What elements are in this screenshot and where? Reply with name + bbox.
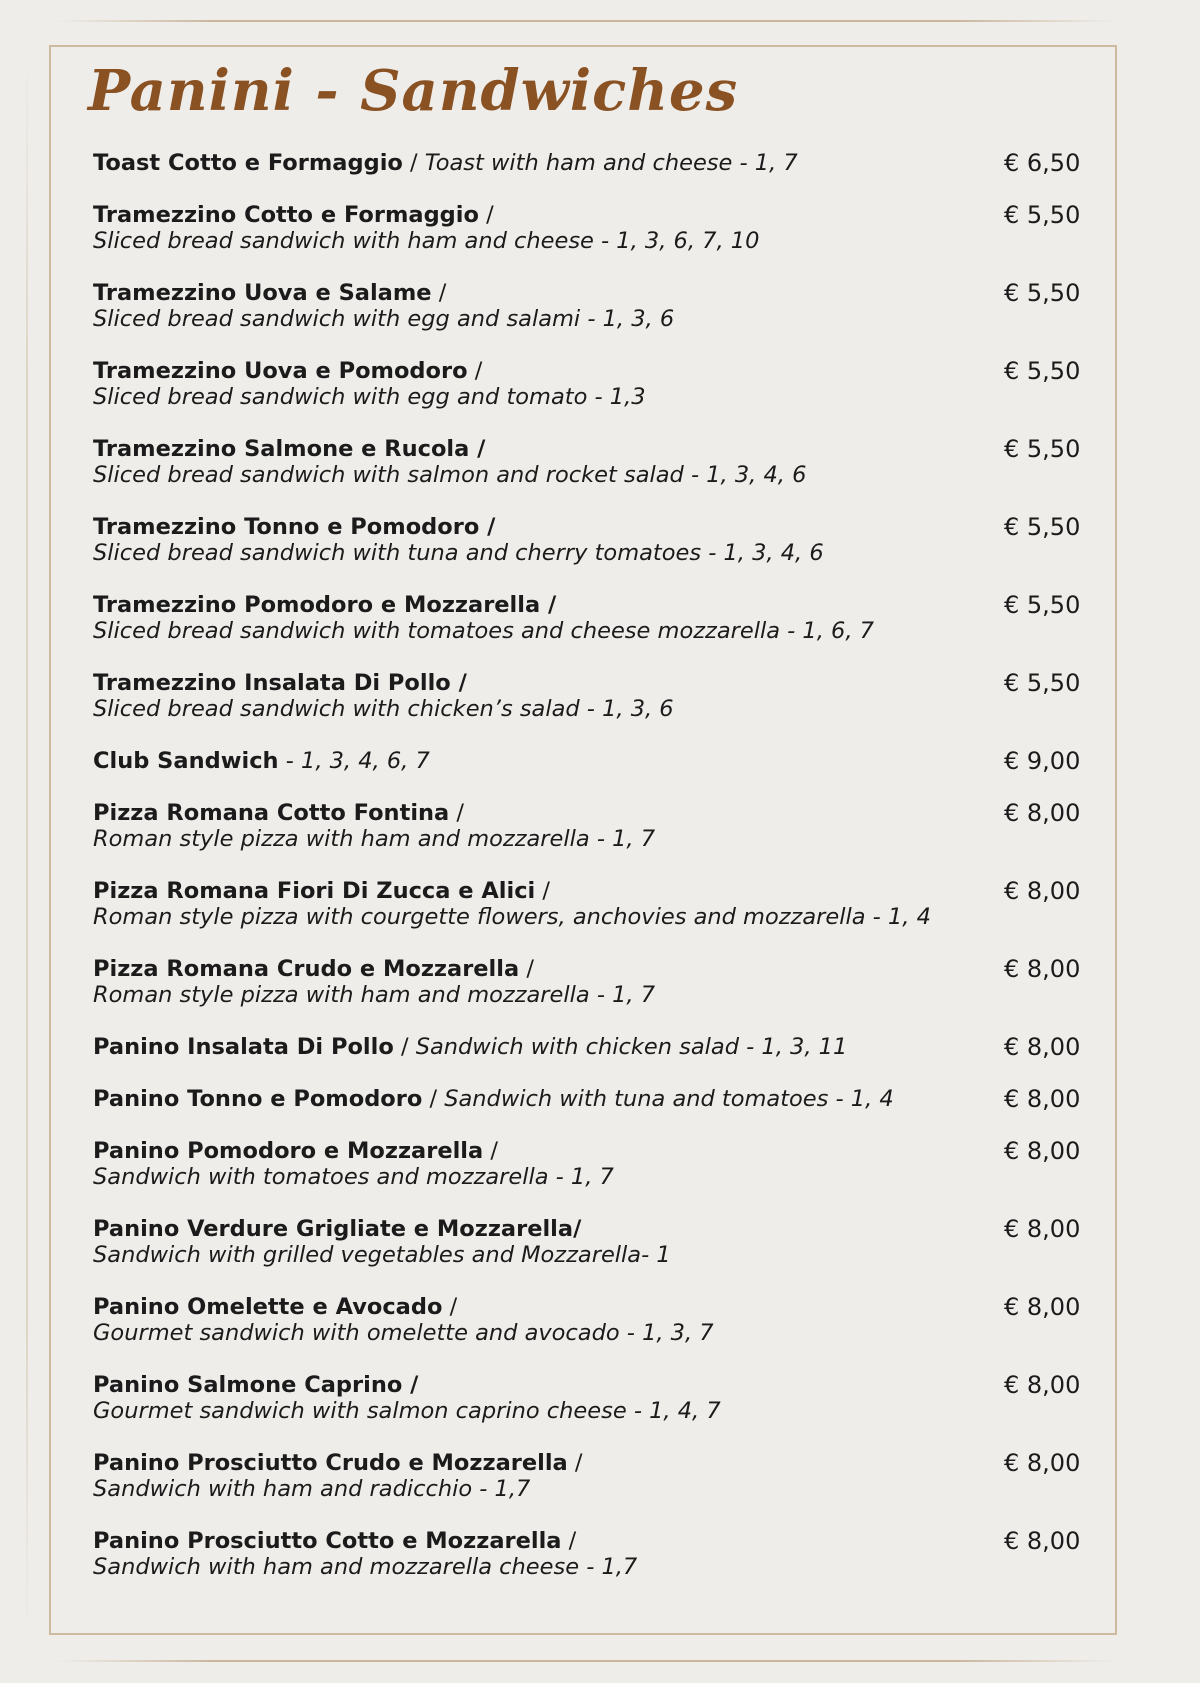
item-separator: - xyxy=(278,748,301,774)
item-price: € 8,00 xyxy=(1004,1371,1081,1399)
menu-item-line xyxy=(93,800,1093,826)
menu-item-description-line xyxy=(93,1164,1093,1190)
menu-item-description-line xyxy=(93,1320,1093,1346)
menu-item-line xyxy=(93,592,1093,618)
item-name: Tramezzino Uova e Pomodoro xyxy=(93,358,468,384)
item-separator: / xyxy=(561,1528,577,1554)
menu-item-line xyxy=(93,514,1093,540)
menu-item xyxy=(93,748,1093,774)
item-separator: / xyxy=(422,1086,445,1112)
item-name: Tramezzino Cotto e Formaggio xyxy=(93,202,479,228)
menu-item-line xyxy=(93,1450,1093,1476)
menu-item xyxy=(93,1138,1093,1190)
item-separator: / xyxy=(519,956,534,982)
item-price: € 8,00 xyxy=(1004,1527,1081,1555)
item-price: € 5,50 xyxy=(1004,435,1081,463)
item-price: € 5,50 xyxy=(1004,201,1081,229)
item-name: Panino Pomodoro e Mozzarella xyxy=(93,1138,484,1164)
menu-item-description-line xyxy=(93,462,1093,488)
item-name: Panino Prosciutto Cotto e Mozzarella xyxy=(93,1528,562,1554)
menu-item-description-line xyxy=(93,904,1093,930)
menu-item-line xyxy=(93,150,1093,176)
menu-item xyxy=(93,280,1093,332)
item-name: Tramezzino Tonno e Pomodoro / xyxy=(93,514,496,540)
item-price: € 5,50 xyxy=(1004,591,1081,619)
menu-item xyxy=(93,878,1093,930)
item-price: € 5,50 xyxy=(1004,357,1081,385)
item-separator: / xyxy=(393,1034,416,1060)
item-name: Panino Tonno e Pomodoro xyxy=(93,1086,423,1112)
menu-item-line xyxy=(93,1528,1093,1554)
menu-item-description-line xyxy=(93,1476,1093,1502)
item-price: € 8,00 xyxy=(1004,1137,1081,1165)
item-description: Roman style pizza with courgette flowers, anchovies and mozzarella - 1, 4 xyxy=(93,904,931,930)
menu-item-description-line xyxy=(93,306,1093,332)
item-description: Sandwich with chicken salad - 1, 3, 11 xyxy=(415,1034,848,1060)
item-description: Sliced bread sandwich with ham and cheese - 1, 3, 6, 7, 10 xyxy=(93,228,760,254)
item-price: € 5,50 xyxy=(1004,669,1081,697)
menu-item-line xyxy=(93,670,1093,696)
item-separator: / xyxy=(483,1138,498,1164)
item-name: Pizza Romana Crudo e Mozzarella xyxy=(93,956,520,982)
item-price: € 5,50 xyxy=(1004,513,1081,541)
item-description: Sliced bread sandwich with tuna and cherry tomatoes - 1, 3, 4, 6 xyxy=(93,540,824,566)
menu-item-line xyxy=(93,202,1093,228)
menu-item xyxy=(93,1034,1093,1060)
item-name: Tramezzino Insalata Di Pollo / xyxy=(93,670,467,696)
menu-item xyxy=(93,358,1093,410)
item-separator: / xyxy=(478,202,494,228)
menu-item-line xyxy=(93,878,1093,904)
menu-item-description-line xyxy=(93,982,1093,1008)
item-name: Panino Verdure Grigliate e Mozzarella/ xyxy=(93,1216,582,1242)
item-price: € 8,00 xyxy=(1004,1449,1081,1477)
item-name: Pizza Romana Fiori Di Zucca e Alici xyxy=(93,878,536,904)
item-description: Sliced bread sandwich with egg and salami - 1, 3, 6 xyxy=(93,306,675,332)
top-divider xyxy=(55,20,1115,22)
item-description: Sliced bread sandwich with chicken’s salad - 1, 3, 6 xyxy=(93,696,674,722)
item-separator: / xyxy=(535,878,550,904)
item-description: Sandwich with ham and mozzarella cheese - 1,7 xyxy=(93,1554,638,1580)
item-description: Gourmet sandwich with salmon caprino cheese - 1, 4, 7 xyxy=(93,1398,721,1424)
item-name: Panino Salmone Caprino / xyxy=(93,1372,419,1398)
menu-item-description-line xyxy=(93,1242,1093,1268)
menu-item-description-line xyxy=(93,1398,1093,1424)
menu-item-line xyxy=(93,1294,1093,1320)
menu-item xyxy=(93,1294,1093,1346)
menu-item-description-line xyxy=(93,696,1093,722)
item-description: Gourmet sandwich with omelette and avocado - 1, 3, 7 xyxy=(93,1320,714,1346)
item-description: Sliced bread sandwich with egg and tomato - 1,3 xyxy=(93,384,646,410)
item-description: Sandwich with tuna and tomatoes - 1, 4 xyxy=(444,1086,894,1112)
bottom-divider xyxy=(55,1660,1115,1662)
menu-item-line xyxy=(93,1216,1093,1242)
menu-item-line xyxy=(93,1372,1093,1398)
item-price: € 6,50 xyxy=(1004,149,1081,177)
item-description: Toast with ham and cheese - 1, 7 xyxy=(424,150,798,176)
menu-item-line xyxy=(93,358,1093,384)
menu-item xyxy=(93,514,1093,566)
item-name: Panino Insalata Di Pollo xyxy=(93,1034,394,1060)
item-name: Panino Omelette e Avocado xyxy=(93,1294,443,1320)
menu-item-line xyxy=(93,748,1093,774)
menu-item-description-line xyxy=(93,540,1093,566)
menu-item xyxy=(93,202,1093,254)
item-name: Pizza Romana Cotto Fontina xyxy=(93,800,450,826)
item-separator: / xyxy=(467,358,483,384)
item-price: € 8,00 xyxy=(1004,799,1081,827)
item-name: Club Sandwich xyxy=(93,748,279,774)
menu-item-description-line xyxy=(93,618,1093,644)
menu-item xyxy=(93,1372,1093,1424)
menu-item xyxy=(93,1086,1093,1112)
item-description: Sliced bread sandwich with salmon and rocket salad - 1, 3, 4, 6 xyxy=(93,462,807,488)
item-separator: / xyxy=(402,150,425,176)
item-name: Toast Cotto e Formaggio xyxy=(93,150,403,176)
menu-item-line xyxy=(93,1086,1093,1112)
item-description: Roman style pizza with ham and mozzarella - 1, 7 xyxy=(93,826,656,852)
item-separator: / xyxy=(567,1450,583,1476)
item-name: Panino Prosciutto Crudo e Mozzarella xyxy=(93,1450,568,1476)
menu-item xyxy=(93,150,1093,176)
menu-item xyxy=(93,592,1093,644)
menu-item xyxy=(93,956,1093,1008)
item-separator: / xyxy=(449,800,464,826)
item-description: Sandwich with ham and radicchio - 1,7 xyxy=(93,1476,531,1502)
item-price: € 8,00 xyxy=(1004,955,1081,983)
menu-item xyxy=(93,436,1093,488)
menu-item xyxy=(93,670,1093,722)
item-price: € 8,00 xyxy=(1004,1085,1081,1113)
menu-item-description-line xyxy=(93,384,1093,410)
menu-item xyxy=(93,1528,1093,1580)
menu-item-line xyxy=(93,1138,1093,1164)
item-price: € 8,00 xyxy=(1004,1293,1081,1321)
left-divider xyxy=(26,50,28,1640)
item-description: Sandwich with tomatoes and mozzarella - 1, 7 xyxy=(93,1164,614,1190)
item-description: Roman style pizza with ham and mozzarella - 1, 7 xyxy=(93,982,656,1008)
menu-item-line xyxy=(93,280,1093,306)
menu-item-line xyxy=(93,1034,1093,1060)
item-separator: / xyxy=(442,1294,458,1320)
item-description: Sandwich with grilled vegetables and Mozzarella- 1 xyxy=(93,1242,671,1268)
menu-item-description-line xyxy=(93,1554,1093,1580)
item-name: Tramezzino Pomodoro e Mozzarella / xyxy=(93,592,557,618)
item-price: € 8,00 xyxy=(1004,877,1081,905)
item-price: € 8,00 xyxy=(1004,1215,1081,1243)
item-price: € 5,50 xyxy=(1004,279,1081,307)
menu-item xyxy=(93,1216,1093,1268)
item-price: € 9,00 xyxy=(1004,747,1081,775)
item-price: € 8,00 xyxy=(1004,1033,1081,1061)
menu-item-line xyxy=(93,956,1093,982)
item-name: Tramezzino Uova e Salame xyxy=(93,280,432,306)
item-name: Tramezzino Salmone e Rucola / xyxy=(93,436,486,462)
item-description: 1, 3, 4, 6, 7 xyxy=(301,748,430,774)
menu-item-line xyxy=(93,436,1093,462)
item-description: Sliced bread sandwich with tomatoes and cheese mozzarella - 1, 6, 7 xyxy=(93,618,874,644)
menu-item xyxy=(93,1450,1093,1502)
menu-item-description-line xyxy=(93,228,1093,254)
menu-item xyxy=(93,800,1093,852)
item-separator: / xyxy=(431,280,447,306)
menu-item-description-line xyxy=(93,826,1093,852)
page-title: Panini - Sandwiches xyxy=(88,58,739,124)
